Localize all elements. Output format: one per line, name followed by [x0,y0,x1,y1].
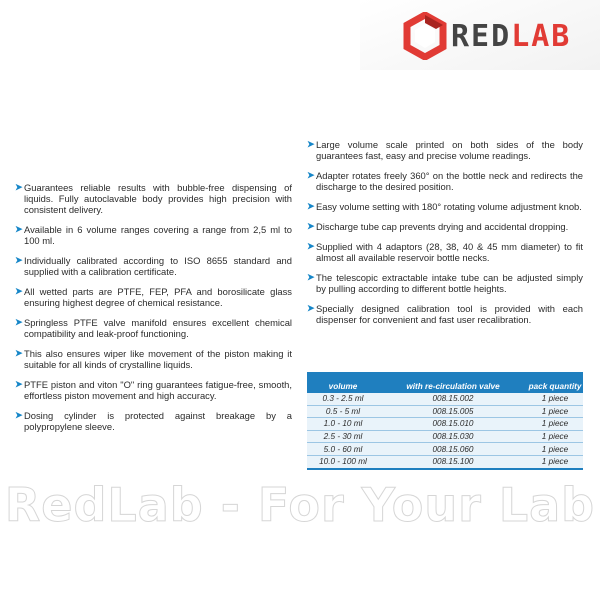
feature-text: Easy volume setting with 180° rotating volume adjustment knob. [316,201,582,212]
feature-text: Supplied with 4 adaptors (28, 38, 40 & 45 mm diameter) to fit almost all available reservoir bottle necks. [316,240,583,263]
feature-bullet [307,241,583,263]
table-row [307,418,583,431]
feature-text: Guarantees reliable results with bubble-free dispensing of liquids. Fully autoclavable body provides high precision with consistent delivery. [24,182,292,216]
chevron-right-icon: ➤ [15,286,23,297]
feature-text: Available in 6 volume ranges covering a range from 2,5 ml to 100 ml. [24,224,292,247]
feature-bullet [15,255,292,277]
column-header-pack-quantity: pack quantity [528,382,582,392]
chevron-right-icon: ➤ [307,220,315,231]
cell-catalog-number: 008.15.002 [432,394,474,404]
feature-text: The telescopic extractable intake tube can be adjusted simply by pulling according to different bottle heights. [316,271,583,294]
feature-bullet [307,221,583,232]
feature-bullet [15,317,292,339]
cell-catalog-number: 008.15.005 [432,406,474,416]
brand-name-part2: LAB [511,18,572,54]
chevron-right-icon: ➤ [15,182,23,192]
feature-text: Individually calibrated according to ISO 8655 standard and supplied with a calibration certificate. [24,255,292,278]
chevron-right-icon: ➤ [307,271,315,282]
cell-volume: 0.5 - 5 ml [325,406,361,416]
cell-volume: 0.3 - 2.5 ml [322,394,364,404]
features-left-column [15,182,292,441]
cell-volume: 10.0 - 100 ml [319,457,367,467]
cell-pack-quantity: 1 piece [541,419,569,429]
cell-volume: 1.0 - 10 ml [323,419,363,429]
cell-pack-quantity: 1 piece [541,457,569,467]
brand-name-part1: RED [451,18,512,54]
cell-pack-quantity: 1 piece [541,394,569,404]
feature-text: Adapter rotates freely 360° on the bottle neck and redirects the discharge to the desired position. [316,170,583,193]
feature-bullet [15,224,292,246]
table-row [307,443,583,456]
cell-catalog-number: 008.15.030 [432,432,474,442]
feature-text: Dosing cylinder is protected against breakage by a polypropylene sleeve. [24,410,292,433]
brand-name [451,19,571,54]
feature-bullet [307,170,583,192]
table-row [307,393,583,406]
feature-text: PTFE piston and viton "O" ring guarantees fatigue-free, smooth, effortless piston movement and high accuracy. [24,379,292,402]
table-row [307,456,583,468]
chevron-right-icon: ➤ [307,240,315,251]
chevron-right-icon: ➤ [15,255,23,266]
cell-volume: 2.5 - 30 ml [323,432,363,442]
chevron-right-icon: ➤ [307,139,315,149]
cell-catalog-number: 008.15.100 [432,457,474,467]
feature-bullet [307,303,583,325]
chevron-right-icon: ➤ [307,170,315,180]
column-header-volume: volume [328,382,358,392]
brand-logo [403,10,593,62]
chevron-right-icon: ➤ [307,201,315,211]
feature-text: Springless PTFE valve manifold ensures excellent chemical compatibility and leak-proof functioning. [24,317,292,340]
table-row [307,406,583,419]
feature-bullet [15,182,292,216]
watermark-text: RedLab - For Your Lab [4,478,596,532]
feature-bullet [15,410,292,432]
ordering-table [307,372,583,470]
cell-volume: 5.0 - 60 ml [323,444,363,454]
cell-pack-quantity: 1 piece [541,432,569,442]
cell-catalog-number: 008.15.060 [432,444,474,454]
table-row [307,431,583,444]
chevron-right-icon: ➤ [15,224,23,235]
hexagon-logo-icon [403,12,447,60]
feature-text: All wetted parts are PTFE, FEP, PFA and borosilicate glass ensuring highest degree of chemical resistance. [24,286,292,309]
feature-text: This also ensures wiper like movement of the piston making it suitable for all kinds of crystalline liquids. [24,348,292,371]
feature-text: Large volume scale printed on both sides of the body guarantees fast, easy and precise volume readings. [316,139,583,162]
chevron-right-icon: ➤ [15,317,23,328]
chevron-right-icon: ➤ [15,348,23,359]
feature-bullet [307,201,583,212]
cell-pack-quantity: 1 piece [541,406,569,416]
chevron-right-icon: ➤ [15,379,23,390]
feature-bullet [15,348,292,370]
features-right-column [307,139,583,334]
feature-bullet [15,286,292,308]
chevron-right-icon: ➤ [307,302,315,313]
cell-catalog-number: 008.15.010 [432,419,474,429]
feature-bullet [15,379,292,401]
cell-pack-quantity: 1 piece [541,444,569,454]
chevron-right-icon: ➤ [15,410,23,421]
feature-bullet [307,139,583,161]
feature-text: Specially designed calibration tool is provided with each dispenser for convenient and fast user recalibration. [316,302,583,325]
table-header [307,372,583,393]
feature-bullet [307,272,583,294]
column-header-catalog-number: with re-circulation valve [406,382,500,392]
table-body [307,393,583,470]
feature-text: Discharge tube cap prevents drying and accidental dropping. [316,220,569,232]
